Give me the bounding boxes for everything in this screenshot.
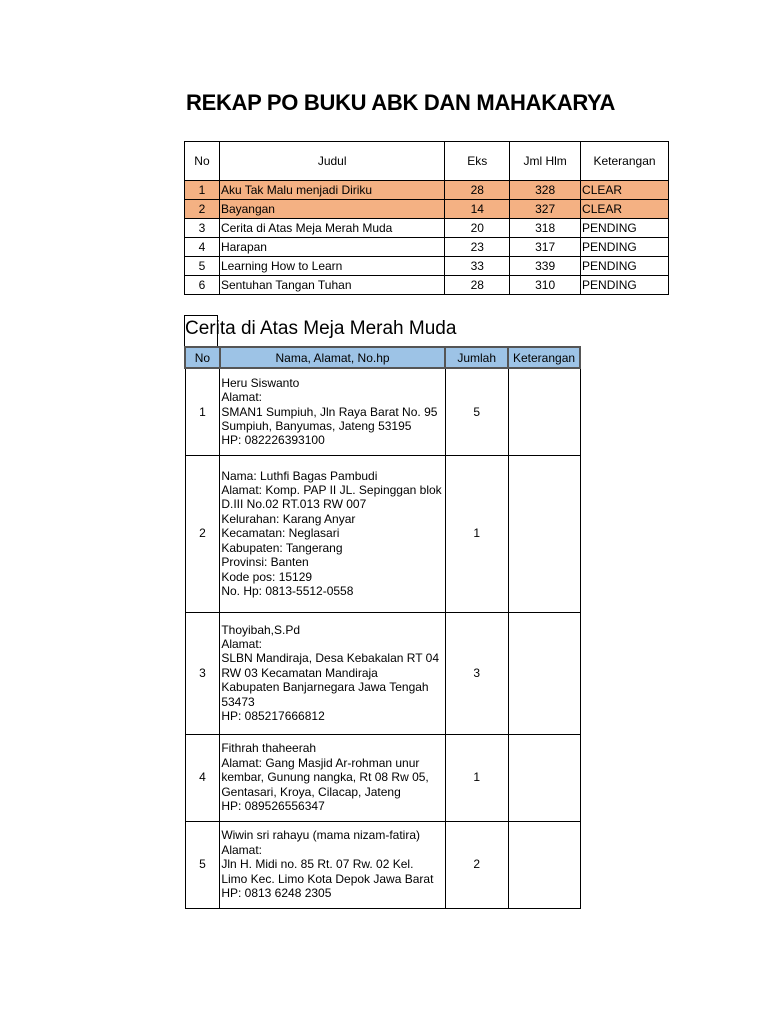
table-row (185, 368, 580, 455)
detail-table (184, 346, 581, 909)
detail-header-row (185, 347, 580, 368)
cell-jml-hlm: 328 (510, 181, 581, 200)
cell-keterangan: PENDING (581, 276, 669, 295)
header-judul: Judul (219, 142, 444, 181)
header-keterangan: Keterangan (581, 142, 669, 181)
header-jml-hlm: Jml Hlm (510, 142, 581, 181)
header-nama: Nama, Alamat, No.hp (220, 347, 445, 368)
table-row (185, 257, 669, 276)
cell-nama-alamat: Heru Siswanto Alamat: SMAN1 Sumpiuh, Jln Raya Barat No. 95 Sumpiuh, Banyumas, Jateng 53195 HP: 082226393100 (220, 368, 445, 455)
cell-jml-hlm: 327 (510, 200, 581, 219)
cell-eks: 20 (445, 219, 510, 238)
cell-nama-alamat: Nama: Luthfi Bagas Pambudi Alamat: Komp. PAP II JL. Sepinggan blok D.III No.02 RT.013 RW 007 Kelurahan: Karang Anyar Kecamatan: Neglasari Kabupaten: Tangerang Provinsi: Banten Kode pos: 15129 No. Hp: 0813-5512-0558 (220, 455, 445, 612)
table-row (185, 219, 669, 238)
table-row (185, 821, 580, 908)
cell-eks: 28 (445, 181, 510, 200)
table-row (185, 181, 669, 200)
cell-keterangan (508, 455, 580, 612)
section-title: Cerita di Atas Meja Merah Muda (185, 318, 457, 339)
cell-jumlah: 3 (445, 612, 508, 734)
cell-jml-hlm: 318 (510, 219, 581, 238)
header-jumlah: Jumlah (445, 347, 508, 368)
header-no: No (185, 347, 220, 368)
cell-jumlah: 1 (445, 455, 508, 612)
summary-table (184, 141, 669, 295)
cell-keterangan: CLEAR (581, 200, 669, 219)
header-keterangan: Keterangan (508, 347, 580, 368)
cell-keterangan (508, 368, 580, 455)
cell-no: 4 (185, 238, 220, 257)
cell-no: 3 (185, 219, 220, 238)
cell-jumlah: 1 (445, 734, 508, 821)
cell-no: 4 (185, 734, 220, 821)
page-title: REKAP PO BUKU ABK DAN MAHAKARYA (186, 90, 616, 115)
cell-judul: Learning How to Learn (219, 257, 444, 276)
cell-no: 3 (185, 612, 220, 734)
cell-nama-alamat: Fithrah thaheerah Alamat: Gang Masjid Ar-rohman unur kembar, Gunung nangka, Rt 08 Rw 05, Gentasari, Kroya, Cilacap, Jateng HP: 089526556347 (220, 734, 445, 821)
cell-jml-hlm: 339 (510, 257, 581, 276)
cell-keterangan: CLEAR (581, 181, 669, 200)
cell-jml-hlm: 310 (510, 276, 581, 295)
cell-nama-alamat: Thoyibah,S.Pd Alamat: SLBN Mandiraja, Desa Kebakalan RT 04 RW 03 Kecamatan Mandiraja Kabupaten Banjarnegara Jawa Tengah 53473 HP: 085217666812 (220, 612, 445, 734)
cell-keterangan (508, 821, 580, 908)
cell-no: 5 (185, 821, 220, 908)
cell-nama-alamat: Wiwin sri rahayu (mama nizam-fatira) Alamat: Jln H. Midi no. 85 Rt. 07 Rw. 02 Kel. Limo Kec. Limo Kota Depok Jawa Barat HP: 0813 6248 2305 (220, 821, 445, 908)
header-no: No (185, 142, 220, 181)
cell-judul: Harapan (219, 238, 444, 257)
cell-judul: Cerita di Atas Meja Merah Muda (219, 219, 444, 238)
cell-judul: Sentuhan Tangan Tuhan (219, 276, 444, 295)
header-eks: Eks (445, 142, 510, 181)
cell-no: 1 (185, 368, 220, 455)
table-row (185, 200, 669, 219)
cell-judul: Bayangan (219, 200, 444, 219)
cell-eks: 28 (445, 276, 510, 295)
cell-keterangan: PENDING (581, 238, 669, 257)
cell-jml-hlm: 317 (510, 238, 581, 257)
cell-no: 6 (185, 276, 220, 295)
table-row (185, 455, 580, 612)
table-row (185, 612, 580, 734)
cell-no: 5 (185, 257, 220, 276)
table-row (185, 734, 580, 821)
cell-jumlah: 2 (445, 821, 508, 908)
cell-no: 1 (185, 181, 220, 200)
cell-keterangan (508, 612, 580, 734)
cell-eks: 14 (445, 200, 510, 219)
cell-eks: 23 (445, 238, 510, 257)
table-row (185, 276, 669, 295)
cell-jumlah: 5 (445, 368, 508, 455)
cell-no: 2 (185, 455, 220, 612)
cell-no: 2 (185, 200, 220, 219)
cell-eks: 33 (445, 257, 510, 276)
summary-header-row (185, 142, 669, 181)
cell-keterangan (508, 734, 580, 821)
table-row (185, 238, 669, 257)
cell-keterangan: PENDING (581, 257, 669, 276)
cell-keterangan: PENDING (581, 219, 669, 238)
cell-judul: Aku Tak Malu menjadi Diriku (219, 181, 444, 200)
